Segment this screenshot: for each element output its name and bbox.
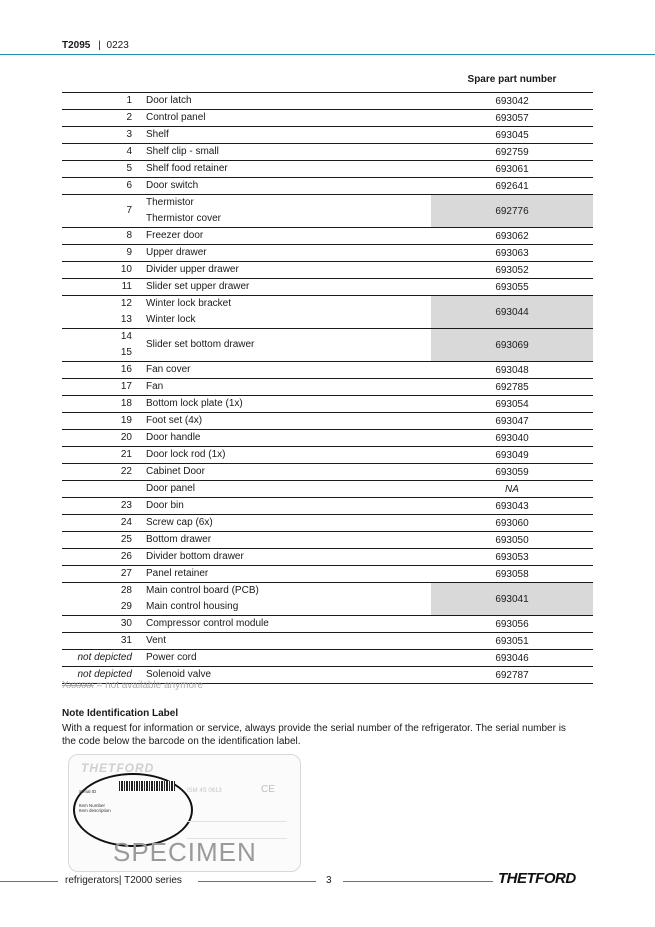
table-row	[62, 379, 593, 396]
doc-code: T2095	[62, 40, 91, 51]
item-number: 20	[120, 432, 132, 443]
item-number: 12	[120, 298, 132, 309]
part-description: Shelf food retainer	[146, 163, 228, 174]
part-description: Door latch	[146, 95, 192, 106]
label-item-number: Item Number	[79, 803, 106, 808]
footer-title: refrigerators| T2000 series	[65, 875, 182, 886]
description-cell	[140, 279, 431, 296]
description-cell	[140, 549, 431, 566]
spare-part-number: 693057	[431, 110, 593, 127]
label-serial-id: Serial ID	[79, 789, 97, 794]
item-number: 24	[120, 517, 132, 528]
item-number: 2	[126, 112, 132, 123]
part-description: Panel retainer	[146, 568, 209, 579]
spare-part-number: 693049	[431, 447, 593, 464]
spare-part-number: 693063	[431, 245, 593, 262]
spare-part-number: 693051	[431, 633, 593, 650]
label-brand-logo: THETFORD	[81, 761, 155, 775]
spare-part-number: 693040	[431, 430, 593, 447]
description-cell	[140, 413, 431, 430]
spare-part-number: 693061	[431, 161, 593, 178]
part-description: Power cord	[146, 652, 197, 663]
item-number: 13	[120, 314, 132, 325]
spare-parts-table	[62, 92, 593, 684]
part-description: Upper drawer	[146, 247, 207, 258]
item-number: 30	[120, 618, 132, 629]
part-description: Winter lock	[146, 314, 196, 325]
part-description: Control panel	[146, 112, 206, 123]
description-cell	[140, 379, 431, 396]
note-text: With a request for information or service, always provide the serial number of the refrigerator. The serial number is the code below the barcode on the identification label.	[62, 723, 566, 747]
page-number: 3	[326, 875, 332, 886]
item-number: 29	[120, 601, 132, 612]
header-rule	[0, 54, 655, 55]
part-description: Thermistor cover	[146, 213, 222, 224]
part-description: Winter lock bracket	[146, 298, 232, 309]
item-number-cell	[62, 396, 140, 413]
table-row	[62, 464, 593, 481]
spare-part-number: 693056	[431, 616, 593, 633]
table-row	[62, 178, 593, 195]
item-number-cell	[62, 583, 140, 616]
part-description: Main control housing	[146, 601, 239, 612]
description-cell	[140, 583, 431, 616]
part-description: Divider bottom drawer	[146, 551, 244, 562]
table-row	[62, 144, 593, 161]
part-description: Solenoid valve	[146, 669, 212, 680]
part-description: Foot set (4x)	[146, 415, 203, 426]
item-number: 11	[121, 281, 132, 292]
table-row	[62, 583, 593, 616]
item-number-cell	[62, 481, 140, 498]
description-cell	[140, 296, 431, 329]
spare-part-number: 693045	[431, 127, 593, 144]
item-number-cell	[62, 379, 140, 396]
part-description: Door handle	[146, 432, 201, 443]
doc-separator: |	[98, 40, 101, 51]
part-description: Freezer door	[146, 230, 204, 241]
barcode-icon	[119, 781, 175, 791]
item-number-cell	[62, 362, 140, 379]
description-cell	[140, 178, 431, 195]
item-number-cell	[62, 464, 140, 481]
item-number-cell	[62, 245, 140, 262]
spare-part-number: 693062	[431, 228, 593, 245]
item-number-cell	[62, 178, 140, 195]
description-cell	[140, 481, 431, 498]
part-description: Door panel	[146, 483, 195, 494]
item-number: 17	[120, 381, 132, 392]
spare-part-number: 692641	[431, 178, 593, 195]
description-cell	[140, 532, 431, 549]
part-description: Door lock rod (1x)	[146, 449, 226, 460]
description-cell	[140, 464, 431, 481]
item-number-cell	[62, 633, 140, 650]
part-description: Fan	[146, 381, 164, 392]
item-number: 19	[120, 415, 132, 426]
spare-part-number: 693055	[431, 279, 593, 296]
part-description: Bottom drawer	[146, 534, 212, 545]
item-number: 31	[120, 635, 132, 646]
item-number: 27	[120, 568, 132, 579]
spare-part-number: 693060	[431, 515, 593, 532]
description-cell	[140, 616, 431, 633]
table-row	[62, 566, 593, 583]
item-number-cell	[62, 549, 140, 566]
item-number-cell	[62, 430, 140, 447]
spare-part-number: 692787	[431, 667, 593, 684]
spare-part-number: 693048	[431, 362, 593, 379]
part-description: Door switch	[146, 180, 199, 191]
item-number: 18	[120, 398, 132, 409]
item-number	[62, 481, 132, 497]
table-row	[62, 481, 593, 498]
item-number-cell	[62, 413, 140, 430]
item-number: 3	[126, 129, 132, 140]
table-row	[62, 161, 593, 178]
footer-rule-middle	[198, 881, 316, 882]
label-approval-marks: ISM 4S 0613	[187, 788, 222, 794]
table-row	[62, 296, 593, 329]
part-description: Shelf clip - small	[146, 146, 219, 157]
item-number-cell	[62, 329, 140, 362]
table-row	[62, 498, 593, 515]
spare-part-number: 693059	[431, 464, 593, 481]
table-row	[62, 362, 593, 379]
part-description: Slider set bottom drawer	[146, 339, 255, 350]
spare-part-number: 693054	[431, 396, 593, 413]
description-cell	[140, 245, 431, 262]
description-cell	[140, 144, 431, 161]
item-number: 1	[126, 95, 132, 106]
item-number-cell	[62, 110, 140, 127]
description-cell	[140, 195, 431, 228]
part-description: Cabinet Door	[146, 466, 205, 477]
item-number-cell	[62, 127, 140, 144]
part-description: Thermistor	[146, 197, 194, 208]
spare-part-number: 693052	[431, 262, 593, 279]
part-description: Shelf	[146, 129, 169, 140]
description-cell	[140, 362, 431, 379]
table-row	[62, 413, 593, 430]
description-cell	[140, 566, 431, 583]
part-description: Slider set upper drawer	[146, 281, 250, 292]
note-title: Note Identification Label	[62, 708, 179, 719]
item-number: 28	[120, 585, 132, 596]
description-cell	[140, 110, 431, 127]
description-cell	[140, 127, 431, 144]
item-number: not depicted	[77, 669, 132, 680]
label-item-description: Item description	[79, 808, 111, 813]
description-cell	[140, 430, 431, 447]
table-row	[62, 447, 593, 464]
description-cell	[140, 498, 431, 515]
table-row	[62, 195, 593, 228]
thetford-logo: THETFORD	[498, 870, 576, 887]
description-cell	[140, 396, 431, 413]
item-number-cell	[62, 296, 140, 329]
table-row	[62, 127, 593, 144]
table-row	[62, 650, 593, 667]
spare-part-number: 693069	[431, 329, 593, 362]
item-number: 7	[126, 205, 132, 216]
identification-label-specimen	[68, 754, 301, 872]
item-number-cell	[62, 195, 140, 228]
part-description: Door bin	[146, 500, 184, 511]
table-row	[62, 329, 593, 362]
table-row	[62, 532, 593, 549]
table-row	[62, 262, 593, 279]
item-number-cell	[62, 616, 140, 633]
table-row	[62, 396, 593, 413]
part-description: Divider upper drawer	[146, 264, 239, 275]
table-row	[62, 515, 593, 532]
item-number-cell	[62, 532, 140, 549]
spare-part-number: 693050	[431, 532, 593, 549]
item-number: 9	[126, 247, 132, 258]
spare-part-number: 693046	[431, 650, 593, 667]
item-number: 21	[120, 449, 132, 460]
spare-part-number: 693044	[431, 296, 593, 329]
description-cell	[140, 262, 431, 279]
item-number-cell	[62, 144, 140, 161]
part-description: Bottom lock plate (1x)	[146, 398, 243, 409]
description-cell	[140, 228, 431, 245]
item-number-cell	[62, 447, 140, 464]
legend-struck-example: Xxxxxx	[62, 680, 94, 691]
item-number: 15	[120, 347, 132, 358]
spare-part-number: 693047	[431, 413, 593, 430]
item-number-cell	[62, 498, 140, 515]
item-number-cell	[62, 515, 140, 532]
item-number: not depicted	[77, 652, 132, 663]
part-description: Vent	[146, 635, 167, 646]
item-number-cell	[62, 650, 140, 667]
table-row	[62, 245, 593, 262]
item-number-cell	[62, 93, 140, 110]
item-number: 4	[126, 146, 132, 157]
specimen-watermark: SPECIMEN	[113, 837, 257, 867]
legend-text: = not available anymore	[93, 680, 203, 691]
item-number-cell	[62, 566, 140, 583]
spare-part-number: 693043	[431, 498, 593, 515]
item-number: 26	[120, 551, 132, 562]
table-row	[62, 549, 593, 566]
table-row	[62, 228, 593, 245]
spare-part-number: 693041	[431, 583, 593, 616]
item-number-cell	[62, 228, 140, 245]
legend	[62, 680, 203, 691]
item-number: 23	[120, 500, 132, 511]
item-number: 10	[120, 264, 132, 275]
item-number: 25	[120, 534, 132, 545]
spare-part-number: 693053	[431, 549, 593, 566]
item-number-cell	[62, 279, 140, 296]
item-number: 8	[126, 230, 132, 241]
spare-part-number: 692776	[431, 195, 593, 228]
spare-part-number: NA	[431, 481, 593, 498]
item-number: 6	[126, 180, 132, 191]
doc-revision: 0223	[106, 40, 129, 51]
table-row	[62, 430, 593, 447]
description-cell	[140, 161, 431, 178]
spare-part-number: 693058	[431, 566, 593, 583]
spare-part-number-header: Spare part number	[467, 74, 557, 85]
item-number: 5	[126, 163, 132, 174]
footer-rule-right	[343, 881, 493, 882]
description-cell	[140, 633, 431, 650]
item-number: 22	[120, 466, 132, 477]
footer-rule-left	[0, 881, 58, 882]
part-description: Fan cover	[146, 364, 191, 375]
description-cell	[140, 329, 431, 362]
item-number-cell	[62, 262, 140, 279]
part-description: Screw cap (6x)	[146, 517, 213, 528]
table-row	[62, 616, 593, 633]
table-row	[62, 110, 593, 127]
spare-part-number: 692759	[431, 144, 593, 161]
description-cell	[140, 515, 431, 532]
description-cell	[140, 447, 431, 464]
table-row	[62, 633, 593, 650]
part-description: Compressor control module	[146, 618, 269, 629]
document-id	[62, 40, 129, 51]
item-number: 14	[120, 331, 132, 342]
item-number: 16	[120, 364, 132, 375]
table-row	[62, 93, 593, 110]
description-cell	[140, 650, 431, 667]
table-row	[62, 279, 593, 296]
part-description: Main control board (PCB)	[146, 585, 259, 596]
ce-mark-icon: CE	[261, 784, 275, 795]
item-number-cell	[62, 161, 140, 178]
description-cell	[140, 93, 431, 110]
spare-part-number: 692785	[431, 379, 593, 396]
label-item-fields	[79, 803, 111, 813]
spare-part-number: 693042	[431, 93, 593, 110]
